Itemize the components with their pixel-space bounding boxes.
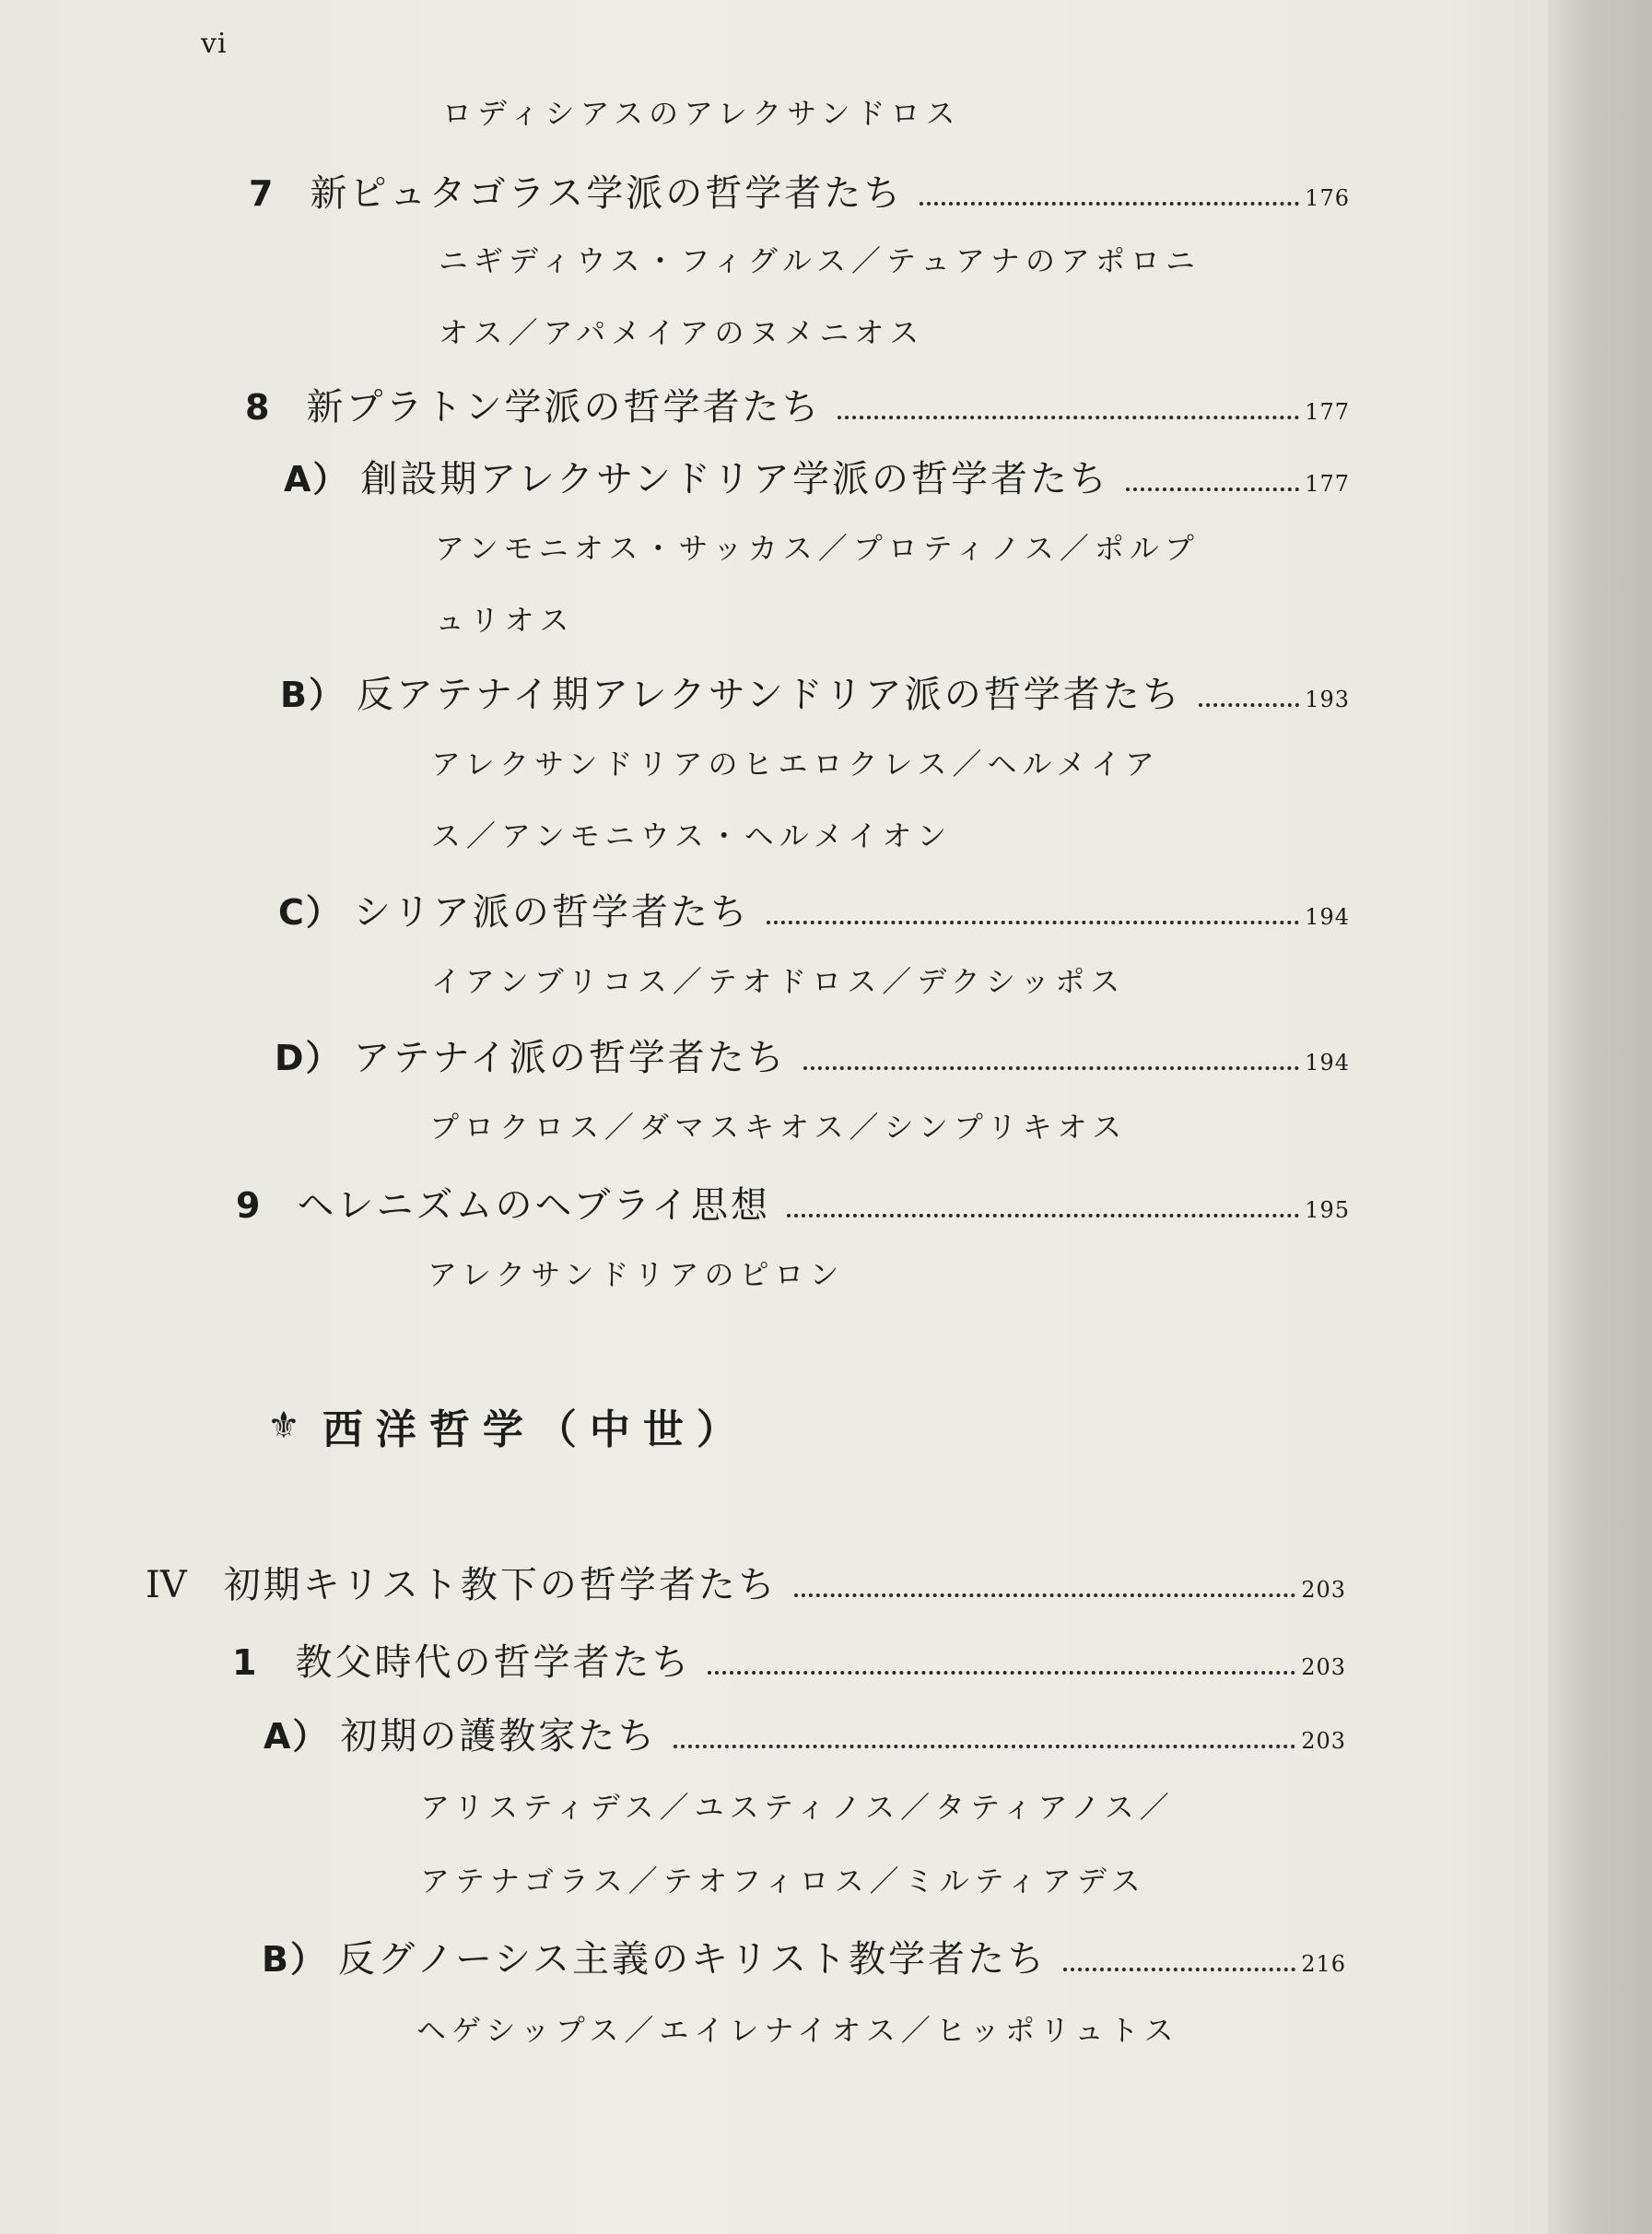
page-number: 203 (1301, 1577, 1346, 1603)
entry-number: IV (146, 1564, 187, 1606)
names-line: ニギディウス・フィグルス／テュアナのアポロニ (439, 243, 1201, 278)
toc-entry-8a (284, 450, 1350, 502)
page-number: 194 (1305, 1050, 1350, 1076)
toc-entry-1 (232, 1633, 1346, 1686)
dot-leader (787, 1214, 1299, 1217)
entry-number: 8 (245, 387, 270, 428)
entry-marker: B） (280, 675, 346, 715)
entry-number: 7 (249, 173, 274, 214)
names-line: アレクサンドリアのヒエロクレス／ヘルメイア (431, 747, 1160, 782)
page-number: 193 (1305, 687, 1350, 712)
names-line: アンモニオス・サッカス／プロティノス／ポルプ (435, 531, 1200, 566)
fleur-de-lis-icon: ⚜ (267, 1405, 313, 1447)
toc-entry-8 (245, 378, 1350, 430)
names-line: ュリオス (435, 603, 575, 638)
entry-title: シリア派の哲学者たち (353, 891, 750, 934)
dot-leader (794, 1593, 1295, 1597)
entry-number: 1 (232, 1642, 257, 1683)
toc-entry-9 (236, 1176, 1350, 1229)
page-number: 194 (1305, 904, 1350, 930)
entry-marker: C） (278, 892, 343, 933)
page-number: 177 (1305, 471, 1350, 497)
page-number: 177 (1305, 399, 1350, 425)
toc-entry-8d (275, 1029, 1350, 1081)
names-line: ス／アンモニウス・ヘルメイオン (431, 818, 953, 853)
page-edge-shadow (1548, 0, 1652, 2234)
names-line: アリスティデス／ユスティノス／タティアノス／ (420, 1790, 1175, 1825)
dot-leader (838, 416, 1299, 419)
names-line: イアンブリコス／テオドロス／デクシッポス (431, 964, 1126, 999)
dot-leader (803, 1066, 1299, 1070)
toc-entry-7 (249, 164, 1350, 217)
names-line: オス／アパメイアのヌメニオス (439, 315, 925, 350)
names-line: ロディシアスのアレクサンドロス (442, 96, 961, 131)
entry-title: 反アテナイ期アレクサンドリア派の哲学者たち (356, 674, 1182, 716)
entry-title: 教父時代の哲学者たち (295, 1641, 692, 1684)
entry-title: 初期の護教家たち (340, 1715, 658, 1758)
entry-title: 反グノーシス主義のキリスト教学者たち (337, 1938, 1048, 1981)
section-title: 西洋哲学（中世） (322, 1406, 750, 1453)
entry-title: ヘレニズムのヘブライ思想 (297, 1184, 771, 1227)
entry-title: 新プラトン学派の哲学者たち (306, 386, 822, 429)
section-heading (267, 1396, 750, 1455)
toc-entry-1b (262, 1930, 1346, 1982)
toc-entry-8c (278, 883, 1350, 935)
names-line: ヘゲシップス／エイレナイオス／ヒッポリュトス (416, 2013, 1179, 2048)
names-line: アテナゴラス／テオフィロス／ミルティアデス (420, 1864, 1146, 1899)
entry-marker: B） (262, 1939, 327, 1980)
entry-number: 9 (236, 1185, 261, 1226)
page-number: 203 (1301, 1728, 1346, 1754)
toc-entry-1a (264, 1707, 1346, 1759)
page-number: 203 (1301, 1654, 1346, 1680)
dot-leader (708, 1671, 1295, 1675)
entry-title: 創設期アレクサンドリア学派の哲学者たち (360, 458, 1110, 500)
dot-leader (920, 202, 1299, 206)
dot-leader (767, 921, 1299, 924)
entry-title: アテナイ派の哲学者たち (353, 1037, 787, 1079)
page-folio: vi (201, 28, 228, 60)
toc-entry-8b (280, 665, 1350, 718)
dot-leader (1199, 703, 1299, 707)
page-number: 195 (1305, 1197, 1350, 1223)
page-number: 216 (1301, 1951, 1346, 1977)
entry-title: 新ピュタゴラス学派の哲学者たち (310, 172, 904, 215)
dot-leader (674, 1745, 1295, 1748)
entry-marker: D） (275, 1038, 343, 1078)
toc-entry-iv (146, 1556, 1346, 1608)
names-line: プロクロス／ダマスキオス／シンプリキオス (429, 1110, 1128, 1145)
dot-leader (1126, 488, 1299, 491)
dot-leader (1063, 1968, 1295, 1971)
page-number: 176 (1305, 185, 1350, 211)
entry-marker: A） (284, 459, 350, 500)
entry-title: 初期キリスト教下の哲学者たち (223, 1564, 778, 1606)
names-line: アレクサンドリアのピロン (428, 1257, 845, 1292)
entry-marker: A） (264, 1716, 330, 1757)
